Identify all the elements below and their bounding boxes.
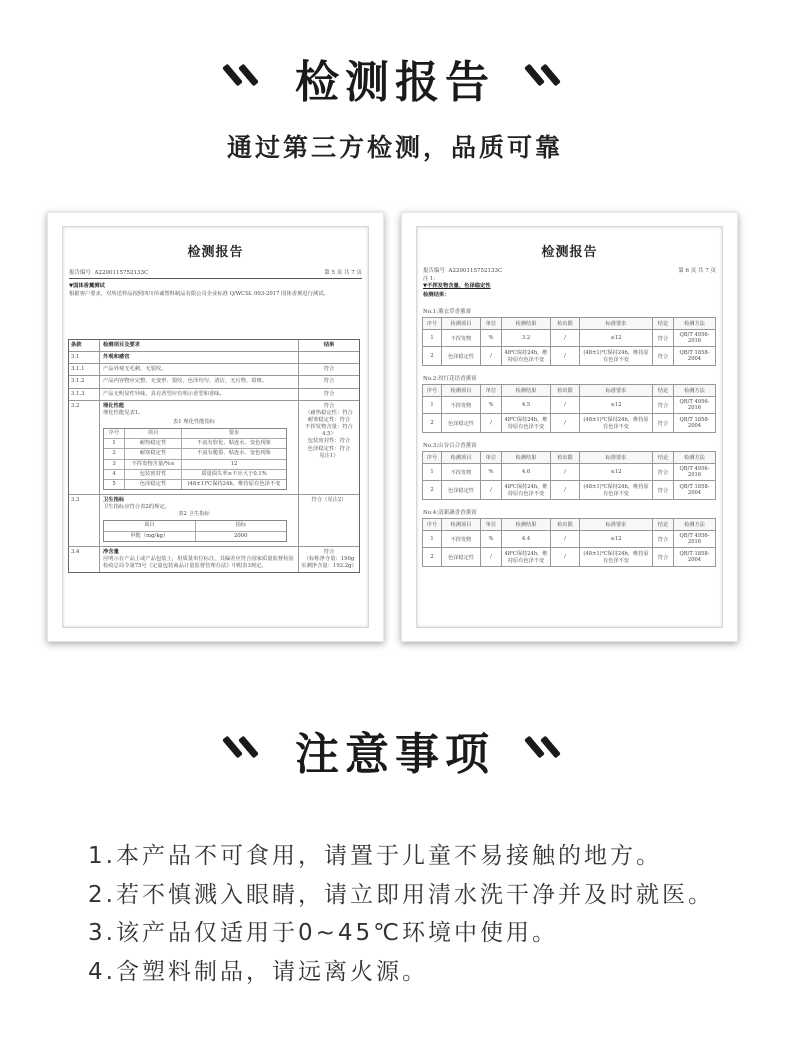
notice-heading [0,718,790,782]
table-row: 2 色泽稳定性 / 48℃保持24h，维持原有色泽不变 / (48±1)℃保持24h，维持原有色泽不变 符合 QB/T 1858-2004 [423,548,716,567]
report-no-label: 报告编号 [69,270,92,276]
right-report-frame [401,212,738,642]
right-section-title: ▼不挥发物含量、色泽稳定性 [423,283,491,290]
sample-table [422,317,716,366]
report-no: A2200115752133C [94,270,149,276]
report-no-label: 报告编号 [423,268,446,274]
table-row: 5 色泽稳定性 (48±1)℃保持24h，维持原有色泽不变 [104,479,286,489]
table-row: 2 色泽稳定性 / 48℃保持24h，维持原有色泽不变 / (48±1)℃保持24h，维持原有色泽不变 符合 QB/T 1858-2004 [423,481,716,500]
table-row: 2 色泽稳定性 / 48℃保持24h，维持原有色泽不变 / (48±1)℃保持24h，维持原有色泽不变 符合 QB/T 1858-2004 [423,414,716,433]
notice-item: 1.本产品不可食用，请置于儿童不易接触的地方。 [88,843,662,869]
sample-tables [417,307,722,567]
table-row: 1 不挥发物 % 3.2 / ≤12 符合 QB/T 4956-2016 [423,330,716,347]
table-row: 2 色泽稳定性 / 48℃保持24h，维持原有色泽不变 / (48±1)℃保持24h，维持原有色泽不变 符合 QB/T 1858-2004 [423,347,716,366]
sample-name: No.1:薰衣草香薰膏 [423,309,472,316]
table-row: 1 不挥发物 % 4.4 / ≤12 符合 QB/T 4956-2016 [423,531,716,548]
right-report-title: 检测报告 [541,245,598,260]
sample-table [422,518,716,567]
report-title: 检测报告 [295,57,495,108]
table-row-hygiene: 3.3 卫生指标 卫生指标应符合表2的规定。 表2 卫生指标 项目 指标 甲醛（mg/kg） 2000 符合（见注2） [69,494,359,546]
table-header: 序号 检测项目 单位 检测结果 检出限 标准要求 结论 检测方法 [423,385,716,397]
left-report-meta [69,268,362,276]
left-report-title: 检测报告 [187,245,244,260]
physchem-desc: 理化性能见表1。 [103,409,144,416]
quote-left-icon [221,63,267,93]
left-report-table [68,339,360,573]
hygiene-result: 符合（见注2） [311,496,347,503]
table-row: 甲醛（mg/kg） 2000 [104,531,286,541]
notice-item: 3.该产品仅适用于0~45℃环境中使用。 [88,920,558,946]
sample-name: No.4:清新蔬香香薰膏 [423,510,477,517]
hygiene-name: 卫生指标 [103,496,125,503]
result-label: 检测结果： [423,292,450,299]
table-row: 3.1 外观和感官 [69,351,359,363]
page-info: 第 5 页 共 7 页 [324,270,362,276]
physchem-caption: 表1 理化性能指标 [172,418,216,425]
quote-right-icon [523,63,569,93]
hygiene-caption: 表2 卫生指标 [178,511,210,518]
table-row: 3.1.3 产品无明显性异味，具有香型应有明示香型和香味。 符合 [69,388,359,400]
net-desc: 应明示在产品上或产品包装上，用质量单位标注，其偏差应符合国家质量监督检验检疫总局令第75号《定量包装商品计量监督管理办法》中附表3规定。 [103,555,294,569]
table-row: 4 包装密封性 质量损失率≥不应大于0.1% [104,469,286,479]
table-header: 序号 检测项目 单位 检测结果 检出限 标准要求 结论 检测方法 [423,519,716,531]
table-row: 3.1.2 产品内容物应完整、无变形、裂纹，色泽均匀，清洁，无污物、霉斑。 符合 [69,375,359,387]
sample-table [422,451,716,500]
physchem-name: 理化性能 [103,402,125,409]
table-row: 1 耐热稳定性 不流有软化、粘连水、变色现象 [104,438,286,448]
quote-left-icon [221,735,267,765]
table-header: 条款 检测项目及要求 结果 [69,340,359,351]
sample-name: No.2:玫红花语香薰膏 [423,376,477,383]
table-header: 序号 检测项目 单位 检测结果 检出限 标准要求 结论 检测方法 [423,452,716,464]
notice-item: 2.若不慎溅入眼睛，请立即用清水洗干净并及时就医。 [88,881,714,908]
report-no: A2200115752133C [448,268,503,274]
report-subtitle: 通过第三方检测，品质可靠 [226,133,563,162]
notice-item: 4.含塑料制品，请远离火源。 [88,958,428,985]
table-row: 2 耐寒稳定性 不流有脆裂、粘连水、变色现象 [104,448,286,458]
notice-list [88,837,714,991]
table-row: 1 不挥发物 % 4.6 / ≤12 符合 QB/T 4956-2016 [423,464,716,481]
left-intro: 根据客户要求，对所送样品按照四川伟诚塑料制品有限公司企业标准 Q/WCSL 003-2017 国体香薰进行测试。 [69,291,329,298]
physchem-results: 符合 （耐热稳定性：符合 耐寒稳定性：符合 不挥发物含量：符合 4.5） 包装密封性：符合 色泽稳定性：符合 见注1） [305,402,353,459]
table-row: 1 不挥发物 % 4.5 / ≤12 符合 QB/T 4956-2016 [423,397,716,414]
report-heading [0,46,790,110]
table-row-physchem: 3.2 理化性能 理化性能见表1。 表1 理化性能指标 序号 项目 要求 1 耐热稳定性 不流有软化、粘连水、变色现象 2 耐寒稳定性 不流有脆裂、粘连水、变色现象 3 不挥发物含量/%≤ 12 4 包装密封性 质量损失率≥不应大于0.1% 5 色泽稳定性 (48±1)℃保持24h，维持原有色泽不变 符合 （耐热稳定性：符合 耐寒稳定性：符合 不挥发物含量：符合 4.5） 包装密封性：符合 色泽稳定性：符合 见注1） [69,400,359,494]
hygiene-desc: 卫生指标应符合表2的规定。 [103,504,170,511]
left-section-title: ▼国体香薰测试 [69,283,105,289]
net-results: 符合 （标称净含量：190g 实测净含量：192.2g） [301,548,357,569]
left-report-page [62,226,369,628]
sample-table [422,384,716,433]
table-header: 序号 检测项目 单位 检测结果 检出限 标准要求 结论 检测方法 [423,318,716,330]
table-row: 3.1.1 产品外观无毛刺、无裂纹。 符合 [69,363,359,375]
physchem-table: 序号 项目 要求 1 耐热稳定性 不流有软化、粘连水、变色现象 2 耐寒稳定性 不流有脆裂、粘连水、变色现象 3 不挥发物含量/%≤ 12 4 包装密封性 质量损失率≥不应大于0.1% 5 色泽稳定性 (48±1)℃保持24h，维持原有色泽不变 [103,428,287,490]
hygiene-table: 项目 指标 甲醛（mg/kg） 2000 [103,520,287,541]
quote-right-icon [523,735,569,765]
divider [69,278,362,279]
page-info: 第 6 页 共 7 页 [678,268,716,274]
notice-title: 注意事项 [295,729,495,780]
left-report-frame [47,212,384,642]
right-report-meta [423,266,716,274]
table-row-net: 3.4 净含量 应明示在产品上或产品包装上，用质量单位标注，其偏差应符合国家质量监督检验检疫总局令第75号《定量包装商品计量监督管理办法》中附表3规定。 符合 （标称净含量：190g 实测净含量：192.2g） [69,546,359,572]
sample-name: No.3:山谷百合香薰膏 [423,443,477,450]
net-name: 净含量 [103,548,119,555]
right-note: 注 1： [423,276,439,282]
right-report-page [416,226,723,628]
table-row: 3 不挥发物含量/%≤ 12 [104,459,286,469]
